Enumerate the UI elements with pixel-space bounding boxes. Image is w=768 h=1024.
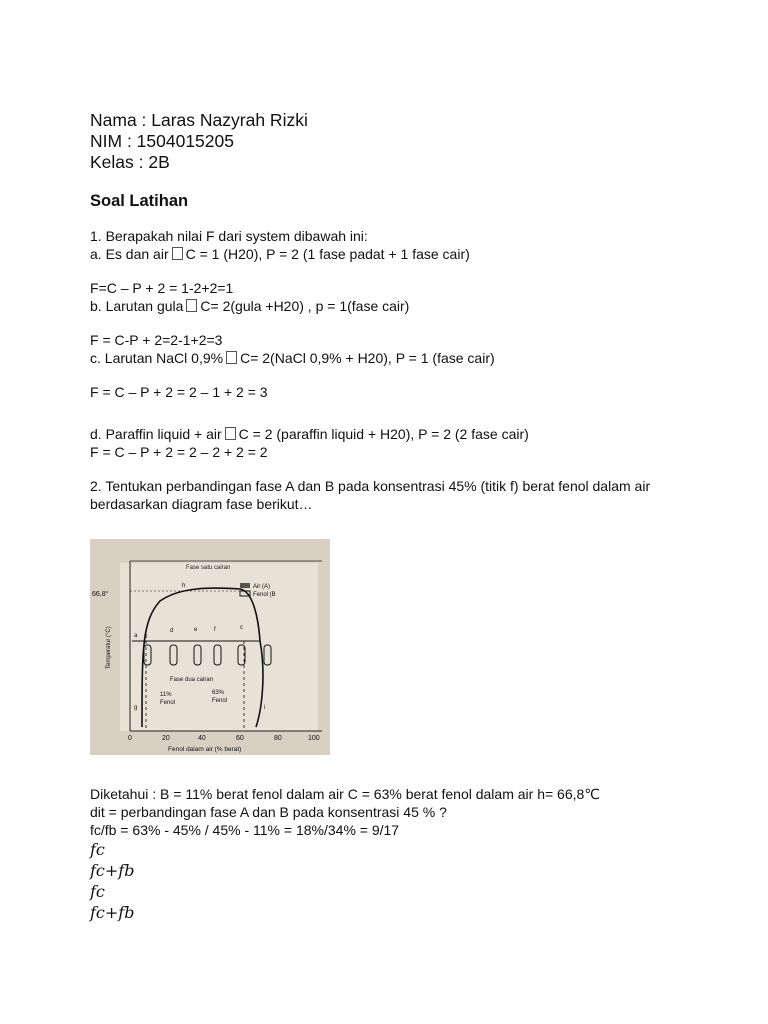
tick-0: 0 — [128, 735, 132, 742]
math-line-2: fc+fb — [90, 861, 135, 880]
point-i: i — [264, 705, 266, 711]
missing-glyph-icon — [186, 299, 197, 312]
tick-40: 40 — [198, 735, 206, 742]
point-f: f — [214, 627, 216, 633]
student-class: Kelas : 2B — [90, 152, 170, 172]
phase-diagram — [90, 539, 330, 755]
label-63: 63% — [212, 690, 225, 696]
point-c: c — [240, 625, 243, 631]
label-two-phase: Fase dua cairan — [170, 677, 214, 683]
q1-item-b: b. Larutan gula C= 2(gula +H20) , p = 1(fase cair) — [90, 298, 410, 314]
legend-fenol: Fenol (B — [253, 592, 276, 598]
label-temp: 66,8° — [92, 591, 109, 598]
q1-calc-c: F = C – P + 2 = 2 – 1 + 2 = 3 — [90, 384, 268, 400]
missing-glyph-icon — [225, 427, 236, 440]
tick-100: 100 — [308, 735, 320, 742]
phase-diagram-image — [90, 539, 330, 755]
answer-given: Diketahui : B = 11% berat fenol dalam air C = 63% berat fenol dalam air h= 66,8℃ — [90, 786, 601, 802]
point-h: h — [182, 583, 186, 589]
student-nim: NIM : 1504015205 — [90, 131, 234, 151]
tick-60: 60 — [236, 735, 244, 742]
q1-calc-a: F=C – P + 2 = 1-2+2=1 — [90, 280, 234, 296]
math-line-4: fc+fb — [90, 903, 135, 922]
point-b: b — [144, 634, 148, 640]
tick-80: 80 — [274, 735, 282, 742]
missing-glyph-icon — [226, 351, 237, 364]
q1-calc-d: F = C – P + 2 = 2 – 2 + 2 = 2 — [90, 444, 268, 460]
student-name: Nama : Laras Nazyrah Rizki — [90, 110, 308, 130]
q2-question: 2. Tentukan perbandingan fase A dan B pada konsentrasi 45% (titik f) berat fenol dalam air berdasarkan diagram fase berikut… — [90, 478, 651, 512]
legend-air: Air (A) — [253, 584, 270, 590]
point-e: e — [194, 627, 198, 633]
label-one-phase: Fase satu cairan — [186, 565, 231, 571]
q1-item-c: c. Larutan NaCl 0,9% C= 2(NaCl 0,9% + H20), P = 1 (fase cair) — [90, 350, 495, 366]
q1-item-a: a. Es dan air C = 1 (H20), P = 2 (1 fase padat + 1 fase cair) — [90, 246, 470, 262]
q1-question: 1. Berapakah nilai F dari system dibawah ini: — [90, 228, 368, 244]
label-11: 11% — [160, 692, 172, 698]
label-x-axis: Fenol dalam air (% berat) — [168, 746, 242, 753]
point-d: d — [170, 628, 174, 634]
answer-asked: dit = perbandingan fase A dan B pada konsentrasi 45 % ? — [90, 804, 447, 820]
q1-item-d: d. Paraffin liquid + air C = 2 (paraffin liquid + H20), P = 2 (2 fase cair) — [90, 426, 529, 442]
math-line-3: fc — [90, 882, 105, 901]
label-fenol-1: Fenol — [160, 700, 176, 706]
q1-calc-b: F = C-P + 2=2-1+2=3 — [90, 332, 223, 348]
section-title: Soal Latihan — [90, 192, 189, 210]
answer-calc: fc/fb = 63% - 45% / 45% - 11% = 18%/34% = 9/17 — [90, 822, 400, 838]
tick-20: 20 — [162, 735, 170, 742]
label-fenol-2: Fenol — [212, 698, 228, 704]
document-page — [90, 110, 730, 923]
math-line-1: fc — [90, 840, 105, 859]
missing-glyph-icon — [172, 247, 183, 260]
label-y-axis: Temperatur (°C) — [106, 626, 112, 669]
point-a: a — [134, 633, 138, 639]
point-g: g — [134, 705, 138, 711]
